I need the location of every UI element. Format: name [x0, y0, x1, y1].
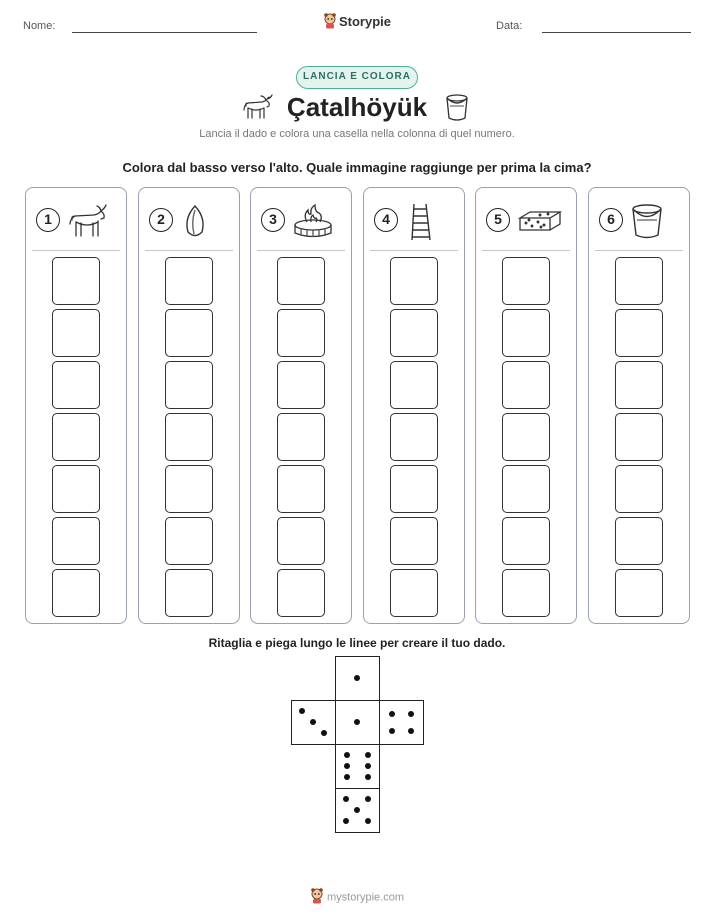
die-pip	[354, 719, 360, 725]
die-pip	[343, 796, 349, 802]
column-number: 2	[149, 208, 173, 232]
die-pip	[408, 728, 414, 734]
column-number: 3	[261, 208, 285, 232]
column-2	[138, 187, 240, 624]
color-cell[interactable]	[165, 517, 213, 565]
die-pip	[389, 711, 395, 717]
name-label: Nome:	[23, 20, 56, 32]
die-pip	[344, 752, 350, 758]
color-cell[interactable]	[52, 465, 100, 513]
color-cell[interactable]	[165, 257, 213, 305]
color-cell[interactable]	[390, 309, 438, 357]
column-divider	[482, 250, 570, 251]
color-cell[interactable]	[615, 257, 663, 305]
column-divider	[595, 250, 683, 251]
color-cell[interactable]	[615, 413, 663, 461]
color-cell[interactable]	[502, 309, 550, 357]
color-cell[interactable]	[390, 361, 438, 409]
ladder-icon	[404, 202, 450, 247]
die-pip	[299, 708, 305, 714]
column-number: 1	[36, 208, 60, 232]
activity-badge: LANCIA E COLORA	[296, 66, 418, 89]
color-cell[interactable]	[165, 361, 213, 409]
color-cell[interactable]	[390, 257, 438, 305]
color-cell[interactable]	[390, 517, 438, 565]
brick-icon	[516, 202, 562, 247]
color-cell[interactable]	[502, 465, 550, 513]
column-header	[261, 202, 345, 242]
column-number: 5	[486, 208, 510, 232]
color-cell[interactable]	[52, 517, 100, 565]
die-pip	[310, 719, 316, 725]
die-pip	[365, 818, 371, 824]
column-divider	[145, 250, 233, 251]
color-cell[interactable]	[502, 361, 550, 409]
color-cell[interactable]	[52, 257, 100, 305]
die-pip	[344, 763, 350, 769]
brand-name: Storypie	[338, 13, 391, 29]
column-header	[599, 202, 683, 242]
color-cell[interactable]	[615, 465, 663, 513]
bull-icon	[66, 202, 112, 247]
column-5	[475, 187, 577, 624]
color-cell[interactable]	[277, 361, 325, 409]
color-cell[interactable]	[615, 309, 663, 357]
column-divider	[32, 250, 120, 251]
color-cell[interactable]	[502, 413, 550, 461]
color-cell[interactable]	[390, 413, 438, 461]
die-face-1	[335, 656, 380, 701]
footer	[0, 888, 714, 907]
subtitle: Lancia il dado e colora una casella nella colonna di quel numero.	[199, 128, 515, 140]
die-pip	[365, 763, 371, 769]
column-4	[363, 187, 465, 624]
die-pip	[343, 818, 349, 824]
die-pip	[365, 796, 371, 802]
die-pip	[365, 752, 371, 758]
color-cell[interactable]	[165, 309, 213, 357]
color-cell[interactable]	[615, 517, 663, 565]
color-cell[interactable]	[615, 569, 663, 617]
color-cell[interactable]	[277, 569, 325, 617]
storypie-mascot-icon	[323, 13, 337, 32]
color-cell[interactable]	[277, 465, 325, 513]
die-face-4	[379, 700, 424, 745]
die-pip	[354, 675, 360, 681]
color-cell[interactable]	[52, 413, 100, 461]
instruction: Colora dal basso verso l'alto. Quale immagine raggiunge per prima la cima?	[122, 160, 592, 175]
color-cell[interactable]	[502, 517, 550, 565]
storypie-mascot-icon	[310, 888, 324, 907]
color-cell[interactable]	[165, 413, 213, 461]
die-pip	[365, 774, 371, 780]
column-number: 6	[599, 208, 623, 232]
die-pip	[408, 711, 414, 717]
color-cell[interactable]	[165, 569, 213, 617]
color-cell[interactable]	[502, 257, 550, 305]
color-cell[interactable]	[52, 569, 100, 617]
color-cell[interactable]	[502, 569, 550, 617]
brand-logo	[0, 13, 714, 32]
color-cell[interactable]	[390, 465, 438, 513]
die-pip	[389, 728, 395, 734]
die-face-6	[335, 744, 380, 789]
die-face-5	[335, 788, 380, 833]
hearth-fire-icon	[291, 202, 337, 247]
column-header	[486, 202, 570, 242]
date-label: Data:	[496, 20, 523, 32]
die-face-1	[335, 700, 380, 745]
column-divider	[370, 250, 458, 251]
seed-icon	[179, 202, 225, 247]
color-cell[interactable]	[277, 309, 325, 357]
column-3	[250, 187, 352, 624]
color-cell[interactable]	[615, 361, 663, 409]
column-1	[25, 187, 127, 624]
color-cell[interactable]	[390, 569, 438, 617]
bucket-icon	[444, 92, 470, 127]
die-pip	[321, 730, 327, 736]
page-title: Çatalhöyük	[286, 92, 428, 122]
column-divider	[257, 250, 345, 251]
color-cell[interactable]	[165, 465, 213, 513]
name-line[interactable]	[72, 32, 257, 33]
column-number: 4	[374, 208, 398, 232]
die-face-3	[291, 700, 336, 745]
cut-instruction: Ritaglia e piega lungo le linee per creare il tuo dado.	[208, 636, 506, 650]
color-cell[interactable]	[277, 257, 325, 305]
column-header	[374, 202, 458, 242]
die-pip	[354, 807, 360, 813]
color-cell[interactable]	[277, 517, 325, 565]
die-pip	[344, 774, 350, 780]
color-cell[interactable]	[277, 413, 325, 461]
column-header	[149, 202, 233, 242]
date-line[interactable]	[542, 32, 691, 33]
color-cell[interactable]	[52, 309, 100, 357]
column-header	[36, 202, 120, 242]
color-cell[interactable]	[52, 361, 100, 409]
bucket-icon	[629, 202, 675, 247]
column-6	[588, 187, 690, 624]
footer-url[interactable]: mystorypie.com	[326, 891, 405, 904]
